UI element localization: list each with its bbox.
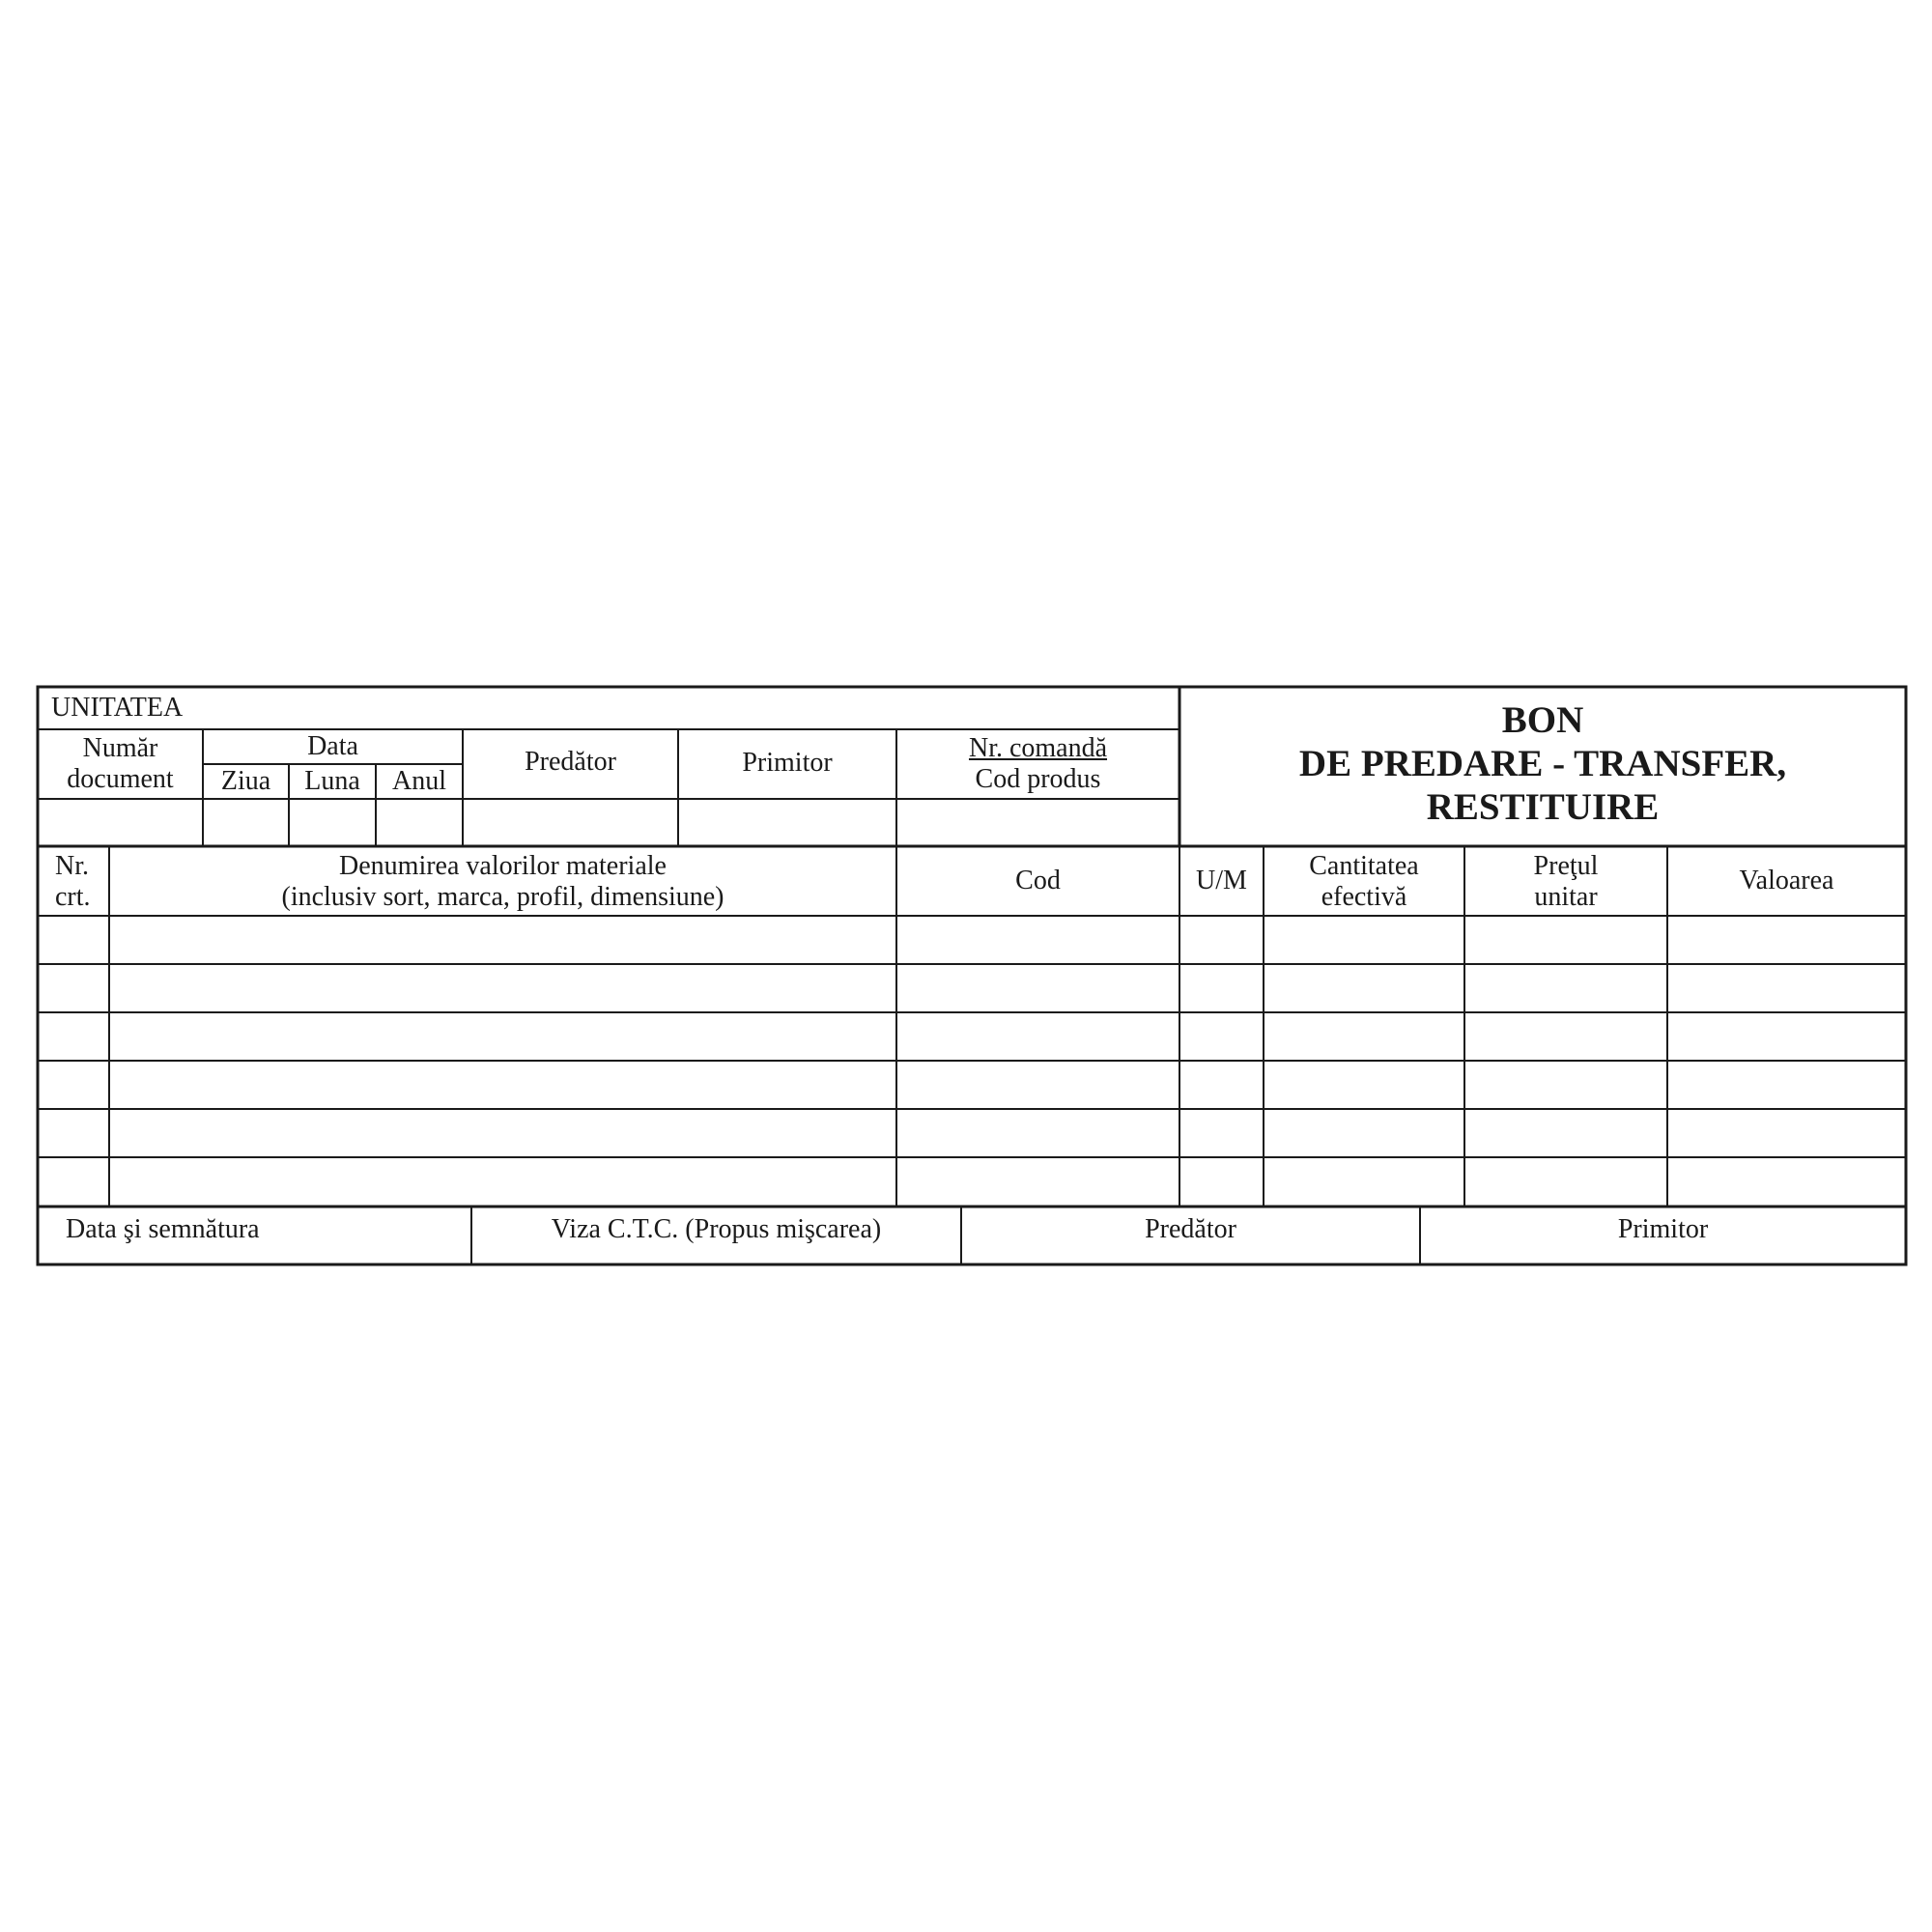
column-nr-line2: crt. — [55, 882, 91, 912]
doc-number-label-line2: document — [67, 764, 174, 794]
order-number-label: Nr. comandă — [968, 733, 1108, 763]
doc-number-label-line1: Număr — [82, 733, 158, 763]
unit-label: UNITATEA — [51, 693, 184, 723]
day-label: Ziua — [220, 766, 271, 796]
column-name-line2: (inclusiv sort, marca, profil, dimensiune) — [281, 882, 724, 912]
month-label: Luna — [304, 766, 360, 796]
form-title-line3: RESTITUIRE — [1426, 786, 1660, 828]
column-um: U/M — [1196, 866, 1247, 895]
giver-header-label: Predător — [525, 747, 616, 777]
column-unit-price-line1: Preţul — [1533, 851, 1599, 881]
footer-receiver: Primitor — [1617, 1214, 1709, 1244]
column-quantity-line1: Cantitatea — [1309, 851, 1419, 881]
form-title-line1: BON — [1501, 699, 1584, 741]
footer-giver: Predător — [1145, 1214, 1236, 1244]
form-title-line2: DE PREDARE - TRANSFER, — [1298, 743, 1787, 784]
footer-date-signature: Data şi semnătura — [66, 1214, 260, 1244]
year-label: Anul — [392, 766, 446, 796]
column-quantity-line2: efectivă — [1321, 882, 1407, 912]
column-nr-line1: Nr. — [55, 851, 89, 881]
receiver-header-label: Primitor — [742, 748, 833, 778]
footer-ctc-visa: Viza C.T.C. (Propus mişcarea) — [551, 1214, 882, 1244]
column-value: Valoarea — [1739, 866, 1834, 895]
column-unit-price-line2: unitar — [1534, 882, 1598, 912]
product-code-label: Cod produs — [975, 764, 1101, 794]
date-label: Data — [307, 731, 358, 761]
column-name-line1: Denumirea valorilor materiale — [339, 851, 667, 881]
column-code: Cod — [1015, 866, 1061, 895]
transfer-voucher-form — [38, 687, 1906, 1264]
